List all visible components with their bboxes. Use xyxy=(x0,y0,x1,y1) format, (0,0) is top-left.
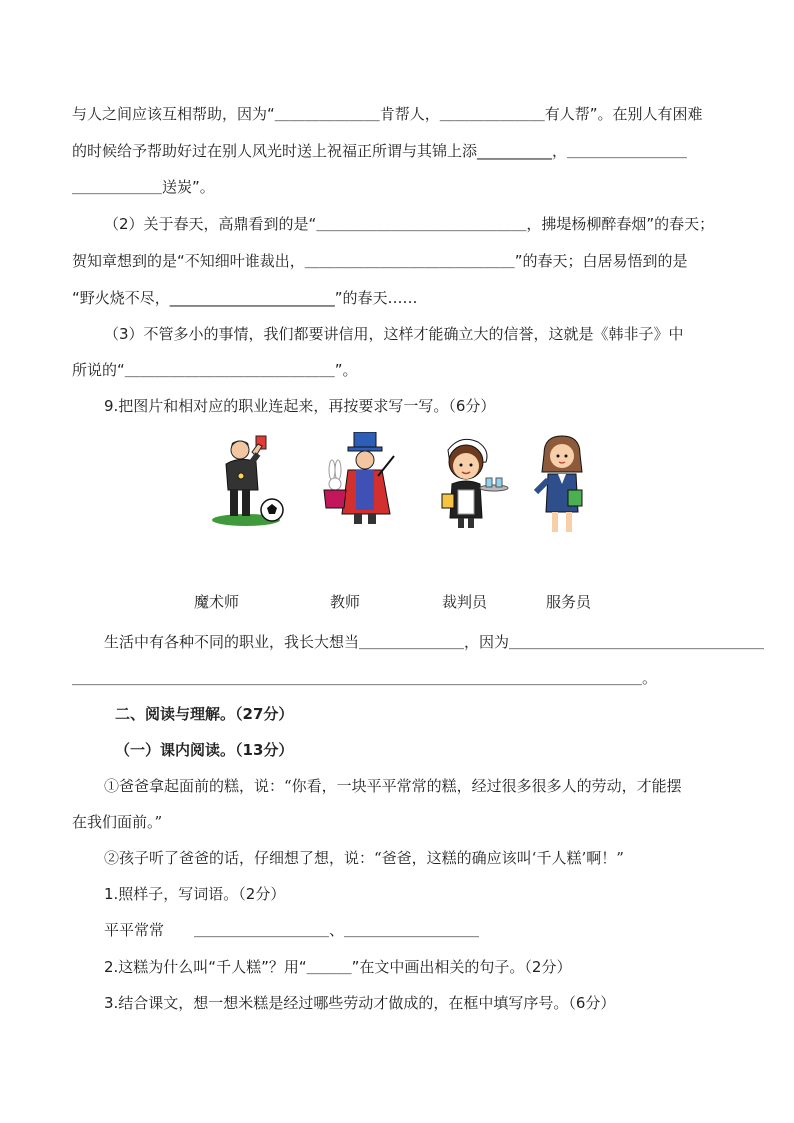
text-line-4: （2）关于春天，高鼎看到的是“＿＿＿＿＿＿＿＿＿＿＿＿＿＿，拂堤杨柳醉春烟”的春天； xyxy=(104,215,715,233)
job-label-teacher: 教师 xyxy=(330,593,361,611)
question-1: 1.照样子，写词语。（2分） xyxy=(104,885,286,903)
question-2: 2.这糕为什么叫“千人糕”？用“＿＿＿”在文中画出相关的句子。（2分） xyxy=(104,958,572,976)
section-title-reading: 二、阅读与理解。（27分） xyxy=(115,705,294,723)
passage-para-1-cont: 在我们面前。” xyxy=(72,813,163,831)
text-line-11: ＿＿＿＿＿＿＿＿＿＿＿＿＿＿＿＿＿＿＿＿＿＿＿＿＿＿＿＿＿＿＿＿＿＿＿＿＿＿。 xyxy=(72,669,658,687)
job-label-referee: 裁判员 xyxy=(442,593,488,611)
text-line-3: ＿＿＿＿＿＿送炭”。 xyxy=(72,178,215,196)
job-label-magician: 魔术师 xyxy=(194,593,240,611)
job-label-waiter: 服务员 xyxy=(546,593,592,611)
referee-picture xyxy=(208,432,288,528)
passage-para-2: ②孩子听了爸爸的话，仔细想了想，说：“爸爸，这糕的确应该叫‘千人糕’啊！” xyxy=(104,849,624,867)
subsection-title: （一）课内阅读。（13分） xyxy=(115,741,294,759)
teacher-picture xyxy=(530,432,594,536)
text-line-7: （3）不管多小的事情，我们都要讲信用，这样才能确立大的信誉，这就是《韩非子》中 xyxy=(104,325,684,343)
text-line-8: 所说的“＿＿＿＿＿＿＿＿＿＿＿＿＿＿”。 xyxy=(72,361,358,379)
question-1-example: 平平常常 ＿＿＿＿＿＿＿＿＿、＿＿＿＿＿＿＿＿＿ xyxy=(104,921,480,939)
text-line-6: “野火烧不尽，______________________”的春天…… xyxy=(72,289,418,307)
question-3: 3.结合课文，想一想米糕是经过哪些劳动才做成的，在框中填写序号。（6分） xyxy=(104,994,616,1012)
text-line-5: 贺知章想到的是“不知细叶谁裁出，＿＿＿＿＿＿＿＿＿＿＿＿＿＿”的春天；白居易悟到的是 xyxy=(72,252,688,270)
text-line-10: 生活中有各种不同的职业，我长大想当＿＿＿＿＿＿＿，因为＿＿＿＿＿＿＿＿＿＿＿＿＿＿＿＿＿ xyxy=(104,633,765,651)
question-9: 9.把图片和相对应的职业连起来，再按要求写一写。（6分） xyxy=(104,397,496,415)
waiter-picture xyxy=(430,432,510,532)
passage-para-1: ①爸爸拿起面前的糕，说：“你看，一块平平常常的糕，经过很多很多人的劳动，才能摆 xyxy=(104,777,682,795)
text-line-1: 与人之间应该互相帮助，因为“＿＿＿＿＿＿＿肯帮人，＿＿＿＿＿＿＿有人帮”。在别人有困难 xyxy=(72,105,703,123)
magician-picture xyxy=(318,432,398,528)
text-line-2: 的时候给予帮助好过在别人风光时送上祝福正所谓与其锦上添__________，＿＿＿＿＿＿＿＿ xyxy=(72,142,688,160)
